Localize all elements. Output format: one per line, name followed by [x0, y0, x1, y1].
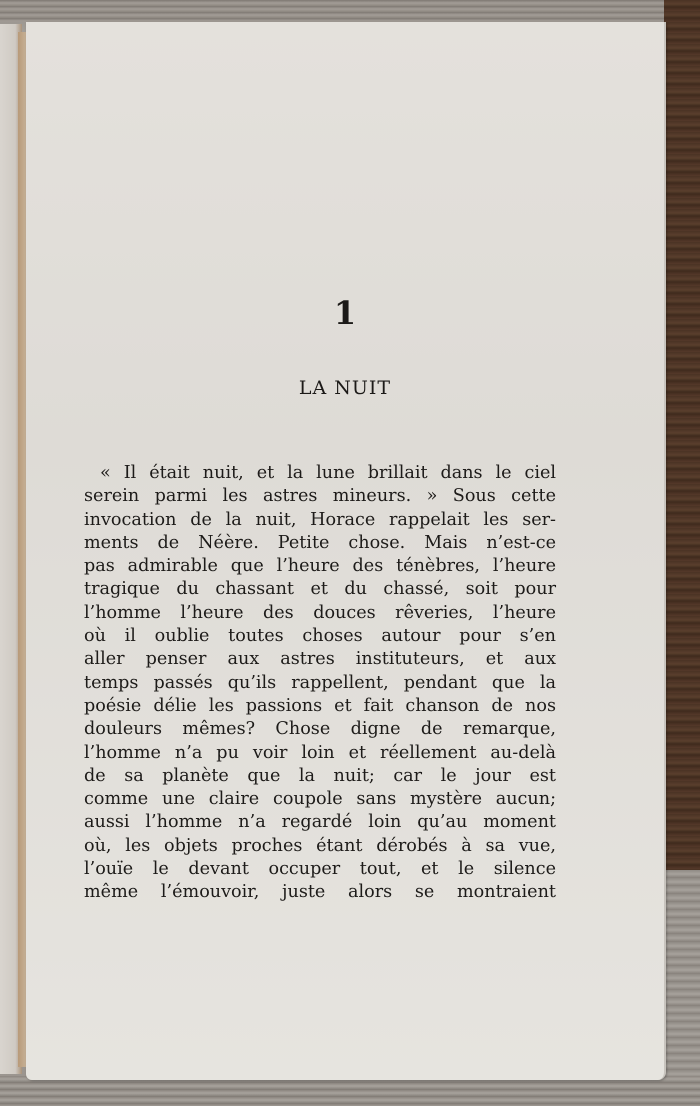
text-line: invocation de la nuit, Horace rappelait les ser- [84, 509, 556, 530]
text-line: comme une claire coupole sans mystère aucun; [84, 789, 556, 810]
wooden-table-surface-right-lower [664, 870, 700, 1106]
text-line: poésie délie les passions et fait chanson de nos [84, 695, 556, 716]
text-line: aller penser aux astres instituteurs, et aux [84, 649, 556, 670]
text-line: l’ouïe le devant occuper tout, et le silence [84, 859, 556, 880]
text-line: temps passés qu’ils rappellent, pendant que la [84, 672, 556, 693]
text-line: ments de Néère. Petite chose. Mais n’est-ce [84, 532, 556, 553]
wooden-table-surface-top [0, 0, 700, 22]
text-line: pas admirable que l’heure des ténèbres, l’heure [84, 556, 556, 577]
text-line: même l’émouvoir, juste alors se montraient [84, 882, 556, 903]
text-line: tragique du chassant et du chassé, soit pour [84, 579, 556, 600]
body-paragraph [84, 462, 556, 905]
chapter-number: 1 [333, 294, 357, 332]
text-line: douleurs mêmes? Chose digne de remarque, [84, 719, 556, 740]
text-line: serein parmi les astres mineurs. » Sous cette [84, 486, 556, 507]
text-line: « Il était nuit, et la lune brillait dans le ciel [100, 463, 556, 483]
book-page [26, 22, 666, 1080]
text-line: où, les objets proches étant dérobés à sa vue, [84, 835, 556, 856]
text-line: où il oublie toutes choses autour pour s’en [84, 626, 556, 647]
text-line: de sa planète que la nuit; car le jour est [84, 765, 556, 786]
chapter-title: LA NUIT [298, 377, 392, 399]
text-line: l’homme n’a pu voir loin et réellement au-delà [84, 742, 556, 763]
text-line: l’homme l’heure des douces rêveries, l’heure [84, 602, 556, 623]
wooden-table-surface-bottom [0, 1076, 700, 1106]
text-line: aussi l’homme n’a regardé loin qu’au moment [84, 812, 556, 833]
